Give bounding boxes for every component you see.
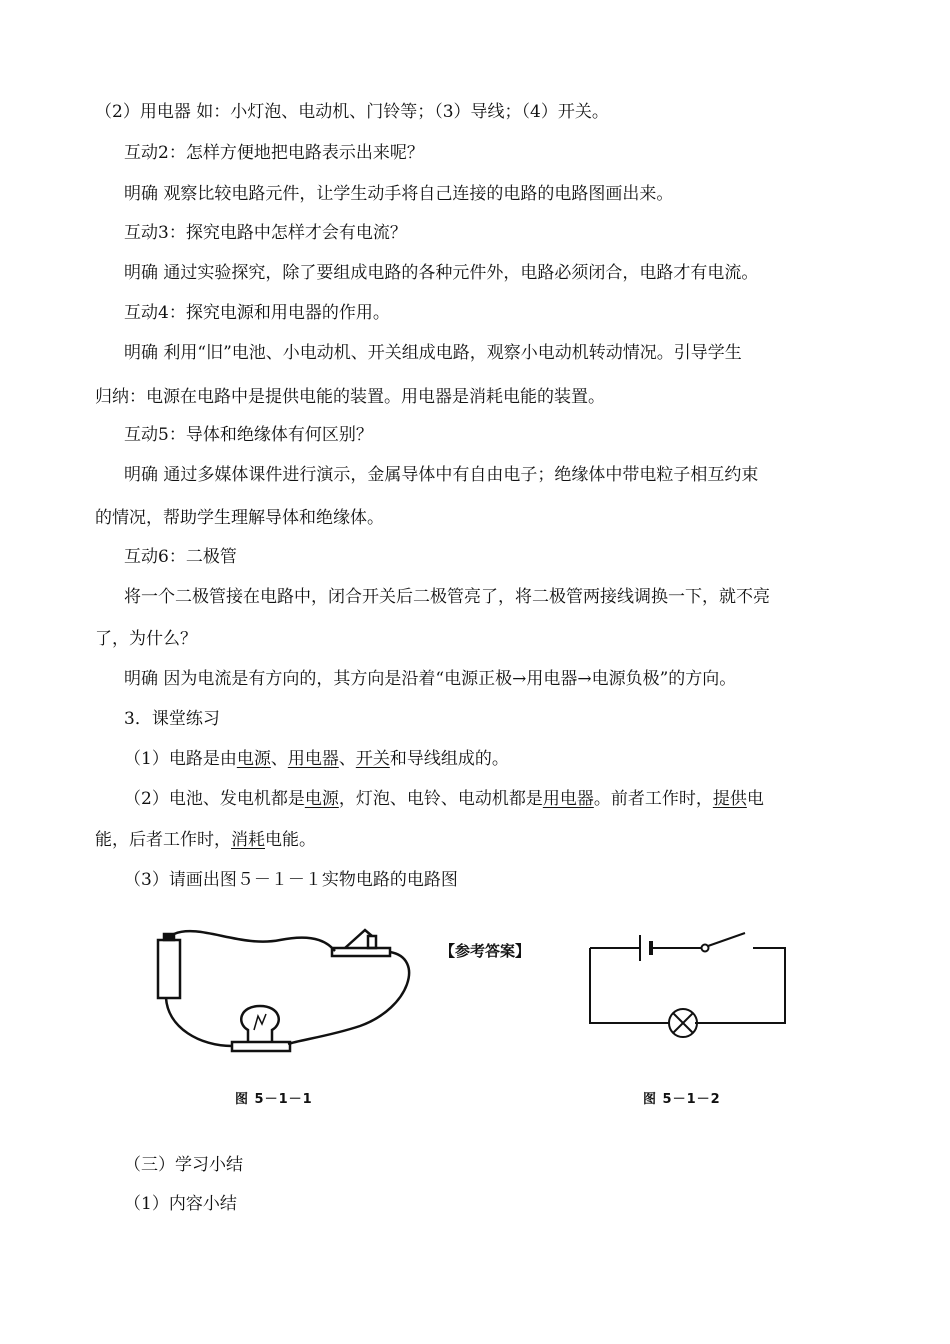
answer-blank: 用电器 xyxy=(542,789,594,809)
text: （2）电池、发电机都是 xyxy=(124,789,305,809)
lamp-filament xyxy=(254,1014,266,1030)
figure-caption: 图 5－1－1 xyxy=(235,1092,313,1107)
exercise-q2 xyxy=(124,788,764,810)
text-line: 互动6：二极管 xyxy=(124,547,237,567)
switch-contact xyxy=(368,936,376,948)
battery-terminal xyxy=(164,934,174,940)
wire xyxy=(174,931,335,951)
exercise-q1 xyxy=(124,748,509,770)
text-line: 了，为什么？ xyxy=(95,629,197,649)
text-line: 互动2：怎样方便地把电路表示出来呢？ xyxy=(124,143,424,163)
answer-blank: 消耗 xyxy=(231,830,265,850)
text: 和导线组成的。 xyxy=(389,749,509,769)
switch-pivot xyxy=(702,945,709,952)
text-line: 明确 通过多媒体课件进行演示，金属导体中有自由电子；绝缘体中带电粒子相互约束 xyxy=(124,465,759,485)
switch-blade xyxy=(708,933,745,946)
text-line: 明确 利用“旧”电池、小电动机、开关组成电路，观察小电动机转动情况。引导学生 xyxy=(124,343,742,363)
lamp-base xyxy=(232,1042,290,1051)
text: 能，后者工作时， xyxy=(95,830,231,850)
exercise-q2-cont xyxy=(95,829,316,851)
answer-blank: 电源 xyxy=(236,749,271,769)
text-line: 明确 因为电流是有方向的，其方向是沿着“电源正极→用电器→电源负极”的方向。 xyxy=(124,669,737,689)
wire xyxy=(695,948,785,1023)
reference-answer-label: 【参考答案】 xyxy=(440,942,531,960)
answer-blank: 提供 xyxy=(712,789,747,809)
exercise-q3: （3）请画出图５－１－１实物电路的电路图 xyxy=(124,870,458,890)
section-heading: 3．课堂练习 xyxy=(124,709,220,729)
text: （1）电路是由 xyxy=(124,749,237,769)
text: 。前者工作时， xyxy=(593,789,713,809)
text: 电能。 xyxy=(265,830,316,850)
wire xyxy=(288,952,409,1044)
text-line: 明确 通过实验探究，除了要组成电路的各种元件外，电路必须闭合，电路才有电流。 xyxy=(124,263,759,283)
text: ，灯泡、电铃、电动机都是 xyxy=(338,789,543,809)
physical-circuit-figure xyxy=(140,918,430,1068)
answer-blank: 开关 xyxy=(355,749,390,769)
text-line: 将一个二极管接在电路中，闭合开关后二极管亮了，将二极管两接线调换一下，就不亮 xyxy=(124,587,770,607)
text-line: （2）用电器 如：小灯泡、电动机、门铃等；（3）导线；（4）开关。 xyxy=(95,102,609,122)
answer-blank: 用电器 xyxy=(287,749,339,769)
wire xyxy=(590,948,669,1023)
summary-item: （1）内容小结 xyxy=(124,1194,237,1214)
text-line: 互动3：探究电路中怎样才会有电流？ xyxy=(124,223,407,243)
wire xyxy=(166,998,232,1046)
switch-base xyxy=(332,948,390,956)
text-line: 明确 观察比较电路元件，让学生动手将自己连接的电路的电路图画出来。 xyxy=(124,184,674,204)
text-line: 互动4：探究电源和用电器的作用。 xyxy=(124,303,390,323)
circuit-diagram-figure xyxy=(585,925,795,1040)
answer-blank: 电源 xyxy=(304,789,339,809)
text: 电 xyxy=(746,789,764,809)
text-line: 互动5：导体和绝缘体有何区别？ xyxy=(124,425,373,445)
battery-cell xyxy=(158,940,180,998)
text: 、 xyxy=(270,749,288,769)
figure-caption: 图 5－1－2 xyxy=(643,1092,721,1107)
text-line: 归纳：电源在电路中是提供电能的装置。用电器是消耗电能的装置。 xyxy=(95,387,605,407)
text-line: 的情况，帮助学生理解导体和绝缘体。 xyxy=(95,508,384,528)
summary-title: （三）学习小结 xyxy=(124,1155,243,1175)
text: 、 xyxy=(338,749,356,769)
lamp-bulb xyxy=(241,1006,279,1042)
